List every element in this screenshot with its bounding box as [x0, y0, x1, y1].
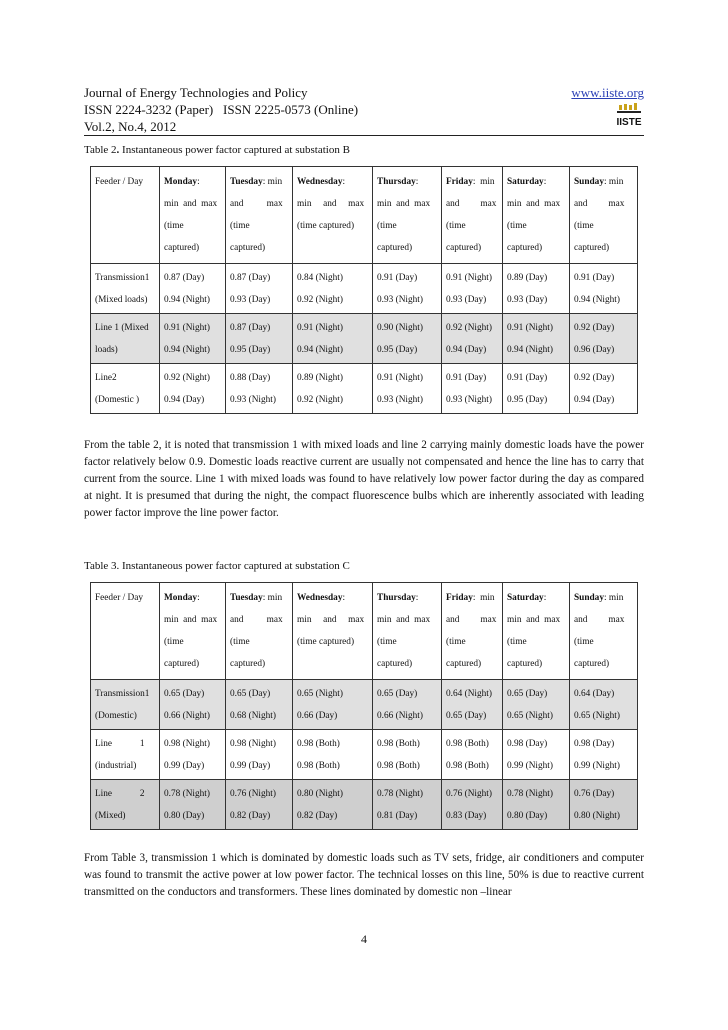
- value-cell: 0.65 (Day) 0.65 (Night): [503, 680, 570, 730]
- value-cell: 0.90 (Night) 0.95 (Day): [373, 314, 442, 364]
- day-name: Wednesday: [297, 593, 343, 603]
- header-cell: [293, 583, 373, 680]
- header-text: : min: [603, 593, 624, 603]
- day-name: Friday: [446, 593, 473, 603]
- header-text: min and max: [164, 615, 218, 625]
- feeder-cell: Transmission1 (Mixed loads): [91, 264, 160, 314]
- value-cell: 0.64 (Day) 0.65 (Night): [570, 680, 638, 730]
- value-cell: 0.92 (Day) 0.94 (Day): [570, 364, 638, 414]
- table2: [90, 166, 638, 414]
- header-cell: [373, 167, 442, 264]
- value-cell: 0.98 (Both) 0.98 (Both): [442, 730, 503, 780]
- header-text: min and max: [507, 615, 561, 625]
- feeder-cell: Line2 (Domestic ): [91, 364, 160, 414]
- table-row: [91, 730, 638, 780]
- header-cell: [570, 583, 638, 680]
- value-cell: 0.87 (Day) 0.95 (Day): [226, 314, 293, 364]
- header-text: (time: [507, 637, 527, 647]
- header-text: captured): [574, 243, 610, 253]
- header-cell: [160, 167, 226, 264]
- header-text: min and max: [297, 199, 365, 209]
- header-cell: [503, 167, 570, 264]
- header-text: : min: [472, 177, 495, 187]
- value-cell: 0.89 (Day) 0.93 (Day): [503, 264, 570, 314]
- header-text: (time: [164, 221, 184, 231]
- header-text: and max: [446, 615, 497, 625]
- page-number: 4: [361, 932, 367, 946]
- svg-text:IISTE: IISTE: [616, 117, 642, 127]
- header-text: (time: [507, 221, 527, 231]
- header-text: (time: [574, 221, 594, 231]
- value-cell: 0.78 (Night) 0.80 (Day): [160, 780, 226, 830]
- value-cell: 0.89 (Night) 0.92 (Night): [293, 364, 373, 414]
- header-text: :: [543, 593, 547, 603]
- table2-caption-rest: . Instantaneous power factor captured at substation B: [116, 144, 350, 156]
- header-text: :: [543, 177, 547, 187]
- running-header: [84, 84, 644, 135]
- header-text: (time: [574, 637, 594, 647]
- header-text: Feeder / Day: [95, 177, 144, 187]
- header-text: (time: [446, 637, 466, 647]
- table-row: [91, 264, 638, 314]
- journal-url-link[interactable]: www.iiste.org: [571, 85, 644, 100]
- table-row: [91, 780, 638, 830]
- table-row: [91, 364, 638, 414]
- value-cell: 0.98 (Day) 0.99 (Night): [570, 730, 638, 780]
- header-text: (time: [230, 221, 250, 231]
- header-text: (time: [377, 221, 397, 231]
- header-text: :: [197, 593, 200, 603]
- value-cell: 0.65 (Day) 0.66 (Night): [160, 680, 226, 730]
- header-text: :: [415, 593, 419, 603]
- header-text: Feeder / Day: [95, 593, 144, 603]
- header-text: captured): [164, 243, 200, 253]
- issn-line: ISSN 2224-3232 (Paper) ISSN 2225-0573 (Online): [84, 102, 359, 117]
- day-name: Monday: [164, 593, 198, 603]
- value-cell: 0.65 (Day) 0.66 (Night): [373, 680, 442, 730]
- header-row: [91, 583, 638, 680]
- header-text: captured): [446, 659, 482, 669]
- header-cell: [442, 167, 503, 264]
- header-text: : min: [262, 177, 283, 187]
- header-text: min and max: [297, 615, 365, 625]
- day-name: Sunday: [574, 593, 604, 603]
- day-name: Monday: [164, 177, 198, 187]
- header-text: min and max: [507, 199, 561, 209]
- value-cell: 0.98 (Day) 0.99 (Night): [503, 730, 570, 780]
- value-cell: 0.98 (Both) 0.98 (Both): [293, 730, 373, 780]
- header-text: captured): [507, 659, 543, 669]
- table-row: [91, 680, 638, 730]
- header-text: and max: [446, 199, 497, 209]
- header-rule: [84, 135, 644, 136]
- header-cell: [293, 167, 373, 264]
- header-text: captured): [164, 659, 200, 669]
- header-text: captured): [230, 659, 266, 669]
- journal-name: Journal of Energy Technologies and Policy: [84, 85, 308, 100]
- value-cell: 0.91 (Night) 0.93 (Day): [442, 264, 503, 314]
- header-cell: [226, 167, 293, 264]
- header-text: captured): [377, 659, 413, 669]
- feeder-cell: Line 2 (Mixed): [91, 780, 160, 830]
- value-cell: 0.98 (Night) 0.99 (Day): [160, 730, 226, 780]
- header-cell: [503, 583, 570, 680]
- header-text: min and max: [377, 199, 431, 209]
- feeder-cell: Line 1 (industrial): [91, 730, 160, 780]
- day-name: Tuesday: [230, 177, 263, 187]
- table-row: [91, 314, 638, 364]
- value-cell: 0.91 (Day) 0.95 (Day): [503, 364, 570, 414]
- value-cell: 0.84 (Night) 0.92 (Night): [293, 264, 373, 314]
- volume-line: Vol.2, No.4, 2012: [84, 119, 177, 134]
- value-cell: 0.91 (Night) 0.94 (Night): [160, 314, 226, 364]
- value-cell: 0.91 (Day) 0.93 (Night): [373, 264, 442, 314]
- header-text: (time captured): [297, 637, 355, 647]
- table2-caption: [84, 144, 350, 156]
- value-cell: 0.78 (Night) 0.80 (Day): [503, 780, 570, 830]
- table2-caption-prefix: Table 2: [84, 144, 117, 156]
- paragraph-table3-discussion: From Table 3, transmission 1 which is dominated by domestic loads such as TV sets, fridge, air conditioners and computer was found to transmit the active power at low power factor. The technical losses on this line, 50% is due to reactive current transmitted on the conductors and transformers. These lines dominated by domestic non –linear: [84, 852, 644, 898]
- header-text: and max: [574, 615, 625, 625]
- header-text: : min: [472, 593, 495, 603]
- header-text: captured): [230, 243, 266, 253]
- day-name: Tuesday: [230, 593, 263, 603]
- header-text: : min: [262, 593, 283, 603]
- value-cell: 0.91 (Night) 0.93 (Night): [373, 364, 442, 414]
- value-cell: 0.76 (Day) 0.80 (Night): [570, 780, 638, 830]
- header-text: captured): [574, 659, 610, 669]
- value-cell: 0.98 (Night) 0.99 (Day): [226, 730, 293, 780]
- value-cell: 0.91 (Night) 0.94 (Night): [293, 314, 373, 364]
- value-cell: 0.91 (Day) 0.93 (Night): [442, 364, 503, 414]
- header-cell: [442, 583, 503, 680]
- header-text: : min: [603, 177, 624, 187]
- header-text: and max: [230, 199, 283, 209]
- table3: [90, 582, 638, 830]
- day-name: Friday: [446, 177, 473, 187]
- value-cell: 0.91 (Night) 0.94 (Night): [503, 314, 570, 364]
- value-cell: 0.87 (Day) 0.94 (Night): [160, 264, 226, 314]
- header-cell: [570, 167, 638, 264]
- feeder-cell: Line 1 (Mixed loads): [91, 314, 160, 364]
- header-text: :: [197, 177, 200, 187]
- iiste-logo-icon: [616, 103, 642, 127]
- header-text: (time: [446, 221, 466, 231]
- header-cell: [91, 167, 160, 264]
- header-text: :: [342, 593, 346, 603]
- day-name: Wednesday: [297, 177, 343, 187]
- value-cell: 0.91 (Day) 0.94 (Night): [570, 264, 638, 314]
- header-text: (time: [230, 637, 250, 647]
- value-cell: 0.98 (Both) 0.98 (Both): [373, 730, 442, 780]
- value-cell: 0.65 (Day) 0.68 (Night): [226, 680, 293, 730]
- value-cell: 0.88 (Day) 0.93 (Night): [226, 364, 293, 414]
- day-name: Sunday: [574, 177, 604, 187]
- header-cell: [226, 583, 293, 680]
- header-text: min and max: [164, 199, 218, 209]
- header-row: [91, 167, 638, 264]
- day-name: Thursday: [377, 177, 416, 187]
- header-cell: [160, 583, 226, 680]
- header-cell: [91, 583, 160, 680]
- paragraph-table2-discussion: From the table 2, it is noted that transmission 1 with mixed loads and line 2 carrying mainly domestic loads have the power factor relatively below 0.9. Domestic loads reactive current are usually not compensated and hence the line has to carry that current from the source. Line 1 with mixed loads was found to have relatively low power factor during the day as compared at night. It is presumed that during the night, the compact fluorescence bulbs which are inherently associated with leading power factor improve the line power factor.: [84, 439, 644, 519]
- day-name: Thursday: [377, 593, 416, 603]
- value-cell: 0.65 (Night) 0.66 (Day): [293, 680, 373, 730]
- header-text: (time: [164, 637, 184, 647]
- day-name: Saturday: [507, 177, 544, 187]
- value-cell: 0.87 (Day) 0.93 (Day): [226, 264, 293, 314]
- value-cell: 0.76 (Night) 0.82 (Day): [226, 780, 293, 830]
- feeder-cell: Transmission1 (Domestic): [91, 680, 160, 730]
- header-cell: [373, 583, 442, 680]
- header-text: and max: [574, 199, 625, 209]
- day-name: Saturday: [507, 593, 544, 603]
- header-text: :: [342, 177, 346, 187]
- value-cell: 0.92 (Night) 0.94 (Day): [160, 364, 226, 414]
- header-text: :: [415, 177, 419, 187]
- header-text: (time captured): [297, 221, 355, 231]
- table3-caption: Table 3. Instantaneous power factor captured at substation C: [84, 560, 350, 572]
- value-cell: 0.78 (Night) 0.81 (Day): [373, 780, 442, 830]
- value-cell: 0.76 (Night) 0.83 (Day): [442, 780, 503, 830]
- header-text: captured): [507, 243, 543, 253]
- header-text: (time: [377, 637, 397, 647]
- value-cell: 0.92 (Day) 0.96 (Day): [570, 314, 638, 364]
- value-cell: 0.92 (Night) 0.94 (Day): [442, 314, 503, 364]
- header-text: and max: [230, 615, 283, 625]
- value-cell: 0.80 (Night) 0.82 (Day): [293, 780, 373, 830]
- header-text: captured): [446, 243, 482, 253]
- header-text: min and max: [377, 615, 431, 625]
- value-cell: 0.64 (Night) 0.65 (Day): [442, 680, 503, 730]
- header-text: captured): [377, 243, 413, 253]
